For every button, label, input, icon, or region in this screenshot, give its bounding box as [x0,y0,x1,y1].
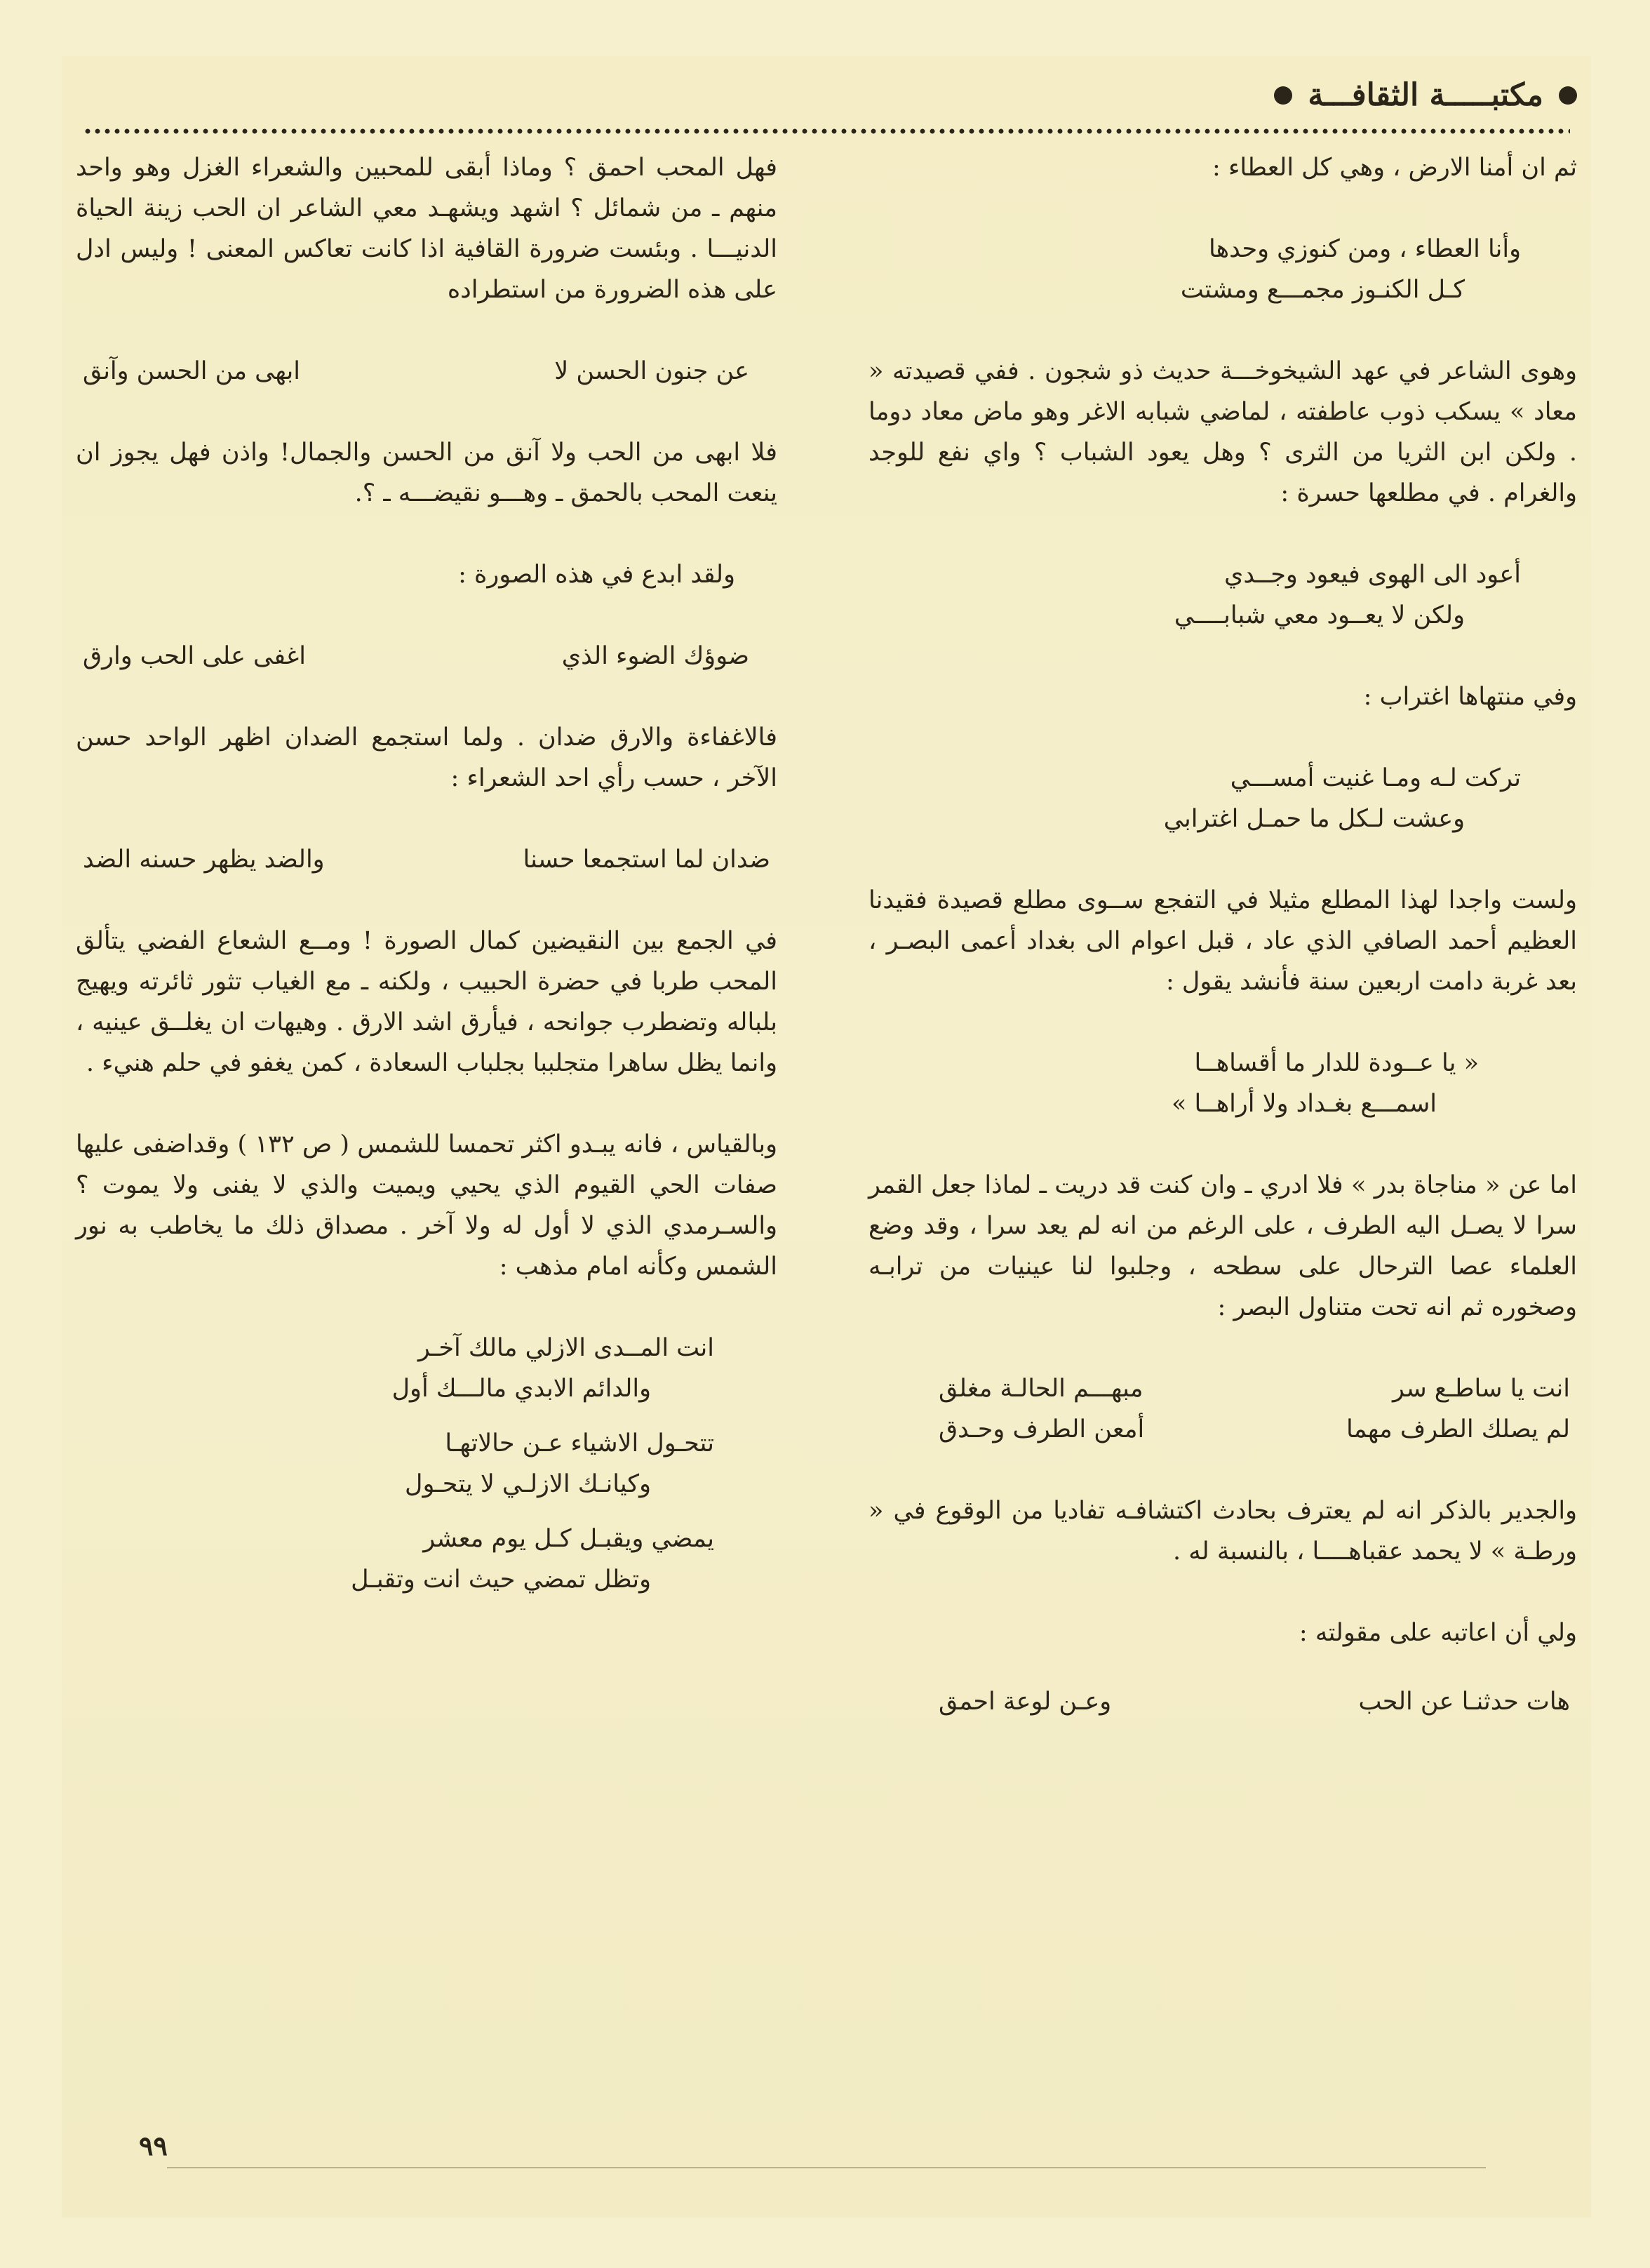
verse-line: « يا عــودة للدار ما أقساهــا [1194,1049,1479,1077]
paragraph: فهل المحب احمق ؟ وماذا أبقى للمحبين والشعراء الغزل وهو واحد منهم ـ من شمائل ؟ اشهد ويشهـد معي الشاعر ان الحب زينة الحياة الدنيـــا . وبئست ضرورة القافية اذا كانت تعاكس المعنى ! وليس ادل على هذه الضرورة من استطراده [76,154,777,304]
paragraph: والجدير بالذكر انه لم يعترف بحادث اكتشافـه تفاديا من الوقوع في « ورطـة » لا يحمد عقباهــــا ، بالنسبة له . [868,1497,1577,1566]
page-header [1274,77,1577,113]
verse-line: يمضي ويقبـل كـل يوم معشر [423,1525,714,1553]
verse [868,554,1577,636]
paragraph: وبالقياس ، فانه يبـدو اكثر تحمسا للشمس ( ص ١٣٢ ) وقداضفى عليها صفات الحي القيوم الذي يحيي ويميت والذي لا يفنى ولا يموت ؟ والسـرمدي الذي لا أول له ولا آخر . مصداق ذلك ما يخاطب به نور الشمس وكأنه امام مذهب : [76,1130,777,1281]
hemistich: عن جنون الحسن لا [554,357,749,385]
verse [868,1368,1577,1450]
hemistich: اغفى على الحب وارق [83,642,306,670]
hemistich: مبهـــم الحالـة مغلق [939,1375,1143,1403]
verse [868,1681,1577,1722]
verse-line: وكيانـك الازلـي لا يتحـول [405,1470,651,1498]
hemistich: انت يا ساطـع سر [1393,1375,1570,1403]
verse [868,758,1577,839]
hemistich: وعـن لوعة احمق [939,1688,1112,1716]
verse-line: ولكن لا يعــود معي شبابــــي [1174,601,1465,629]
paragraph: ولقد ابدع في هذه الصورة : [458,561,735,589]
hemistich: هات حدثنـا عن الحب [1358,1688,1570,1716]
verse [868,1043,1577,1124]
left-column [76,147,777,1641]
verse-line: وتظل تمضي حيث انت وتقبـل [351,1566,651,1594]
verse-line: انت المــدى الازلي مالك آخـر [417,1334,714,1362]
verse-line: تتحـول الاشياء عـن حالاتهـا [445,1429,714,1457]
verse-line [76,351,777,392]
paragraph: فالاغفاءة والارق ضدان . ولما استجمع الضدان اظهر الواحد حسن الآخر ، حسب رأي احد الشعراء : [76,723,777,792]
verse-line: اسمـــع بغـداد ولا أراهــا » [1172,1090,1437,1118]
verse-line [868,1409,1577,1450]
paragraph: وهوى الشاعر في عهد الشيخوخـــة حديث ذو شجون . ففي قصيدته « معاد » يسكب ذوب عاطفته ، لماضي شبابه الاغر وهو ماض معاد دوما . ولكن ابن الثريا من الثرى ؟ وهل يعود الشباب ؟ واي نفع للوجد والغرام . في مطلعها حسرة : [868,357,1577,507]
paragraph: ولست واجدا لهذا المطلع مثيلا في التفجع ســوى مطلع قصيدة فقيدنا العظيم أحمد الصافي الذي عاد ، قبل اعوام الى بغداد أعمى البصـر ، بعد غربة دامت اربعين سنة فأنشد يقول : [868,886,1577,996]
hemistich: أمعن الطرف وحـدق [939,1415,1145,1443]
verse [76,636,777,676]
paragraph: وفي منتهاها اغتراب : [1363,683,1577,711]
bullet-icon [1559,86,1577,105]
bottom-divider [167,2167,1486,2168]
hemistich: والضد يظهر حسنه الضد [83,846,325,874]
verse-line [868,1681,1577,1722]
verse-line: تركت لـه ومـا غنيت أمســـي [1230,764,1521,792]
hemistich: ابهى من الحسن وآنق [83,357,300,385]
verse-line: أعود الى الهوى فيعود وجــدي [1224,561,1521,589]
verse [76,351,777,392]
hemistich: ضوؤك الضوء الذي [561,642,749,670]
paragraph: ولي أن اعاتبه على مقولته : [1299,1619,1577,1647]
verse [76,839,777,880]
right-column [868,147,1577,1763]
verse [76,1328,777,1409]
paragraph: في الجمع بين النقيضين كمال الصورة ! ومــع الشعاع الفضي يتألق المحب طربا في حضرة الحبيب ، ولكنه ـ مع الغياب تثور ثائرته ويهيج بلباله وتضطرب جوانحه ، فيأرق اشد الارق . وهيهات ان يغلــق عينيه ، وانما يظل ساهرا متجلببا بجلباب السعادة ، كمن يغفو في حلم هنيء . [76,927,777,1077]
hemistich: ضدان لما استجمعا حسنا [523,846,770,874]
page-number: ٩٩ [139,2130,168,2161]
verse-line [868,1368,1577,1409]
hemistich: لم يصلك الطرف مهما [1346,1415,1570,1443]
magazine-page [62,56,1591,2217]
verse-line [76,839,777,880]
verse-line: وعشت لـكل ما حمـل اغترابي [1163,805,1465,833]
verse [868,229,1577,310]
paragraph: فلا ابهى من الحب ولا آنق من الحسن والجمال! واذن فهل يجوز ان ينعت المحب بالحمق ـ وهـــو نقيضـــه ـ ؟. [76,439,777,507]
verse-line: والدائم الابدي مالـــك أول [391,1375,651,1403]
bullet-icon [1274,86,1292,105]
verse [76,1423,777,1505]
section-title: مكتبـــــة الثقافـــة [1308,77,1543,113]
paragraph: اما عن « مناجاة بدر » فلا ادري ـ وان كنت قد دريت ـ لماذا جعل القمر سرا لا يصـل اليه الطرف ، على الرغم من انه لم يعد سرا ، وقد وضع العلماء عصا الترحال على سطحه ، وجلبوا لنا عينيات من ترابـه وصخوره ثم انه تحت متناول البصر : [868,1171,1577,1321]
paragraph: ثم ان أمنا الارض ، وهي كل العطاء : [1212,154,1577,182]
verse-line: كـل الكنـوز مجمـــع ومشتت [1180,276,1465,304]
verse-line: وأنا العطاء ، ومن كنوزي وحدها [1209,235,1521,263]
verse-line [76,636,777,676]
header-dotted-rule [83,126,1570,136]
verse [76,1519,777,1600]
